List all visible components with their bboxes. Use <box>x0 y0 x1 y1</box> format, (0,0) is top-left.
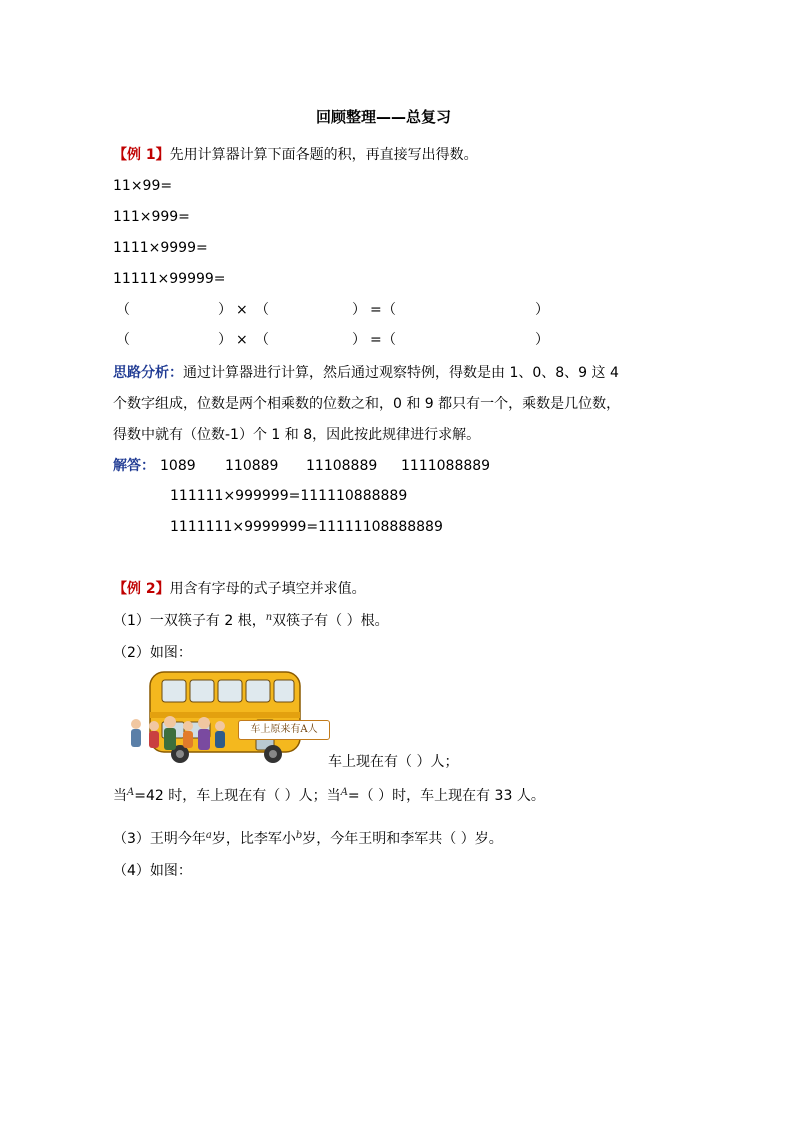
ex1-item-1: 11×99= <box>113 178 173 194</box>
example-2-tag: 【例 2】 <box>113 581 170 597</box>
variable-n: n <box>265 612 273 623</box>
equals-sign: = <box>370 302 382 318</box>
question-1: （1）一双筷子有 2 根，$^n$双筷子有（ ）根。 <box>113 612 389 629</box>
answer-line: 1111111×9999999=11111108888889 <box>170 519 443 535</box>
paren-close: ） <box>218 332 232 348</box>
variable-a: a <box>205 830 212 841</box>
analysis-label: 思路分析： <box>113 365 183 381</box>
answer-value: 1111088889 <box>401 458 491 474</box>
paren-open: （ <box>116 302 130 318</box>
bus-illustration <box>128 668 328 768</box>
paren-close: ） <box>535 302 549 318</box>
times-sign: × <box>236 332 248 348</box>
paren-close: ） <box>218 302 232 318</box>
ex1-item-2: 111×999= <box>113 209 190 225</box>
answer-value: 11108889 <box>306 458 378 474</box>
question-3: （3）王明今年$^a$岁，比李军小$^b$岁，今年王明和李军共（ ）岁。 <box>113 830 503 847</box>
example-2-prompt <box>113 580 366 598</box>
example-1-tag: 【例 1】 <box>113 147 170 163</box>
question-4: （4）如图： <box>113 863 192 879</box>
answer-label: 解答： <box>113 458 155 474</box>
paren-close: ） <box>352 332 366 348</box>
ex1-item-4: 11111×99999= <box>113 271 226 287</box>
bus-sign: 车上原来有A人 <box>238 720 330 740</box>
analysis-line-2: 个数字组成，位数是两个相乘数的位数之和，0 和 9 都只有一个，乘数是几位数， <box>113 396 621 412</box>
question-2-part-b: 当$^A$=42 时，车上现在有（ ）人；当$^A$=（ ）时，车上现在有 33 人。 <box>113 787 545 804</box>
equals-sign: = <box>370 332 382 348</box>
ex1-item-3: 1111×9999= <box>113 240 208 256</box>
paren-close: ） <box>352 302 366 318</box>
answer-value: 110889 <box>225 458 279 474</box>
paren-open: （ <box>382 302 396 318</box>
bus-caption: 车上现在有（ ）人； <box>328 754 459 770</box>
paren-open: （ <box>116 332 130 348</box>
paren-open: （ <box>255 302 269 318</box>
variable-a-upper: A <box>127 787 135 798</box>
variable-a-upper: A <box>340 787 348 798</box>
paren-open: （ <box>255 332 269 348</box>
answer-line: 111111×999999=111110888889 <box>170 488 408 504</box>
example-1-prompt <box>113 146 478 164</box>
example-2-text: 用含有字母的式子填空并求值。 <box>169 581 366 597</box>
times-sign: × <box>236 302 248 318</box>
page-title: 回顾整理——总复习 <box>316 108 452 126</box>
analysis-line-1 <box>113 364 619 382</box>
paren-open: （ <box>382 332 396 348</box>
question-2: （2）如图： <box>113 645 192 661</box>
answer-value: 1089 <box>160 458 196 474</box>
example-1-text: 先用计算器计算下面各题的积，再直接写出得数。 <box>169 147 478 163</box>
analysis-line-3: 得数中就有（位数-1）个 1 和 8，因此按此规律进行求解。 <box>113 427 481 443</box>
variable-b: b <box>295 830 303 841</box>
bus-image <box>128 668 328 768</box>
paren-close: ） <box>535 332 549 348</box>
analysis-text-1: 通过计算器进行计算，然后通过观察特例，得数是由 1、0、8、9 这 4 <box>183 365 619 381</box>
